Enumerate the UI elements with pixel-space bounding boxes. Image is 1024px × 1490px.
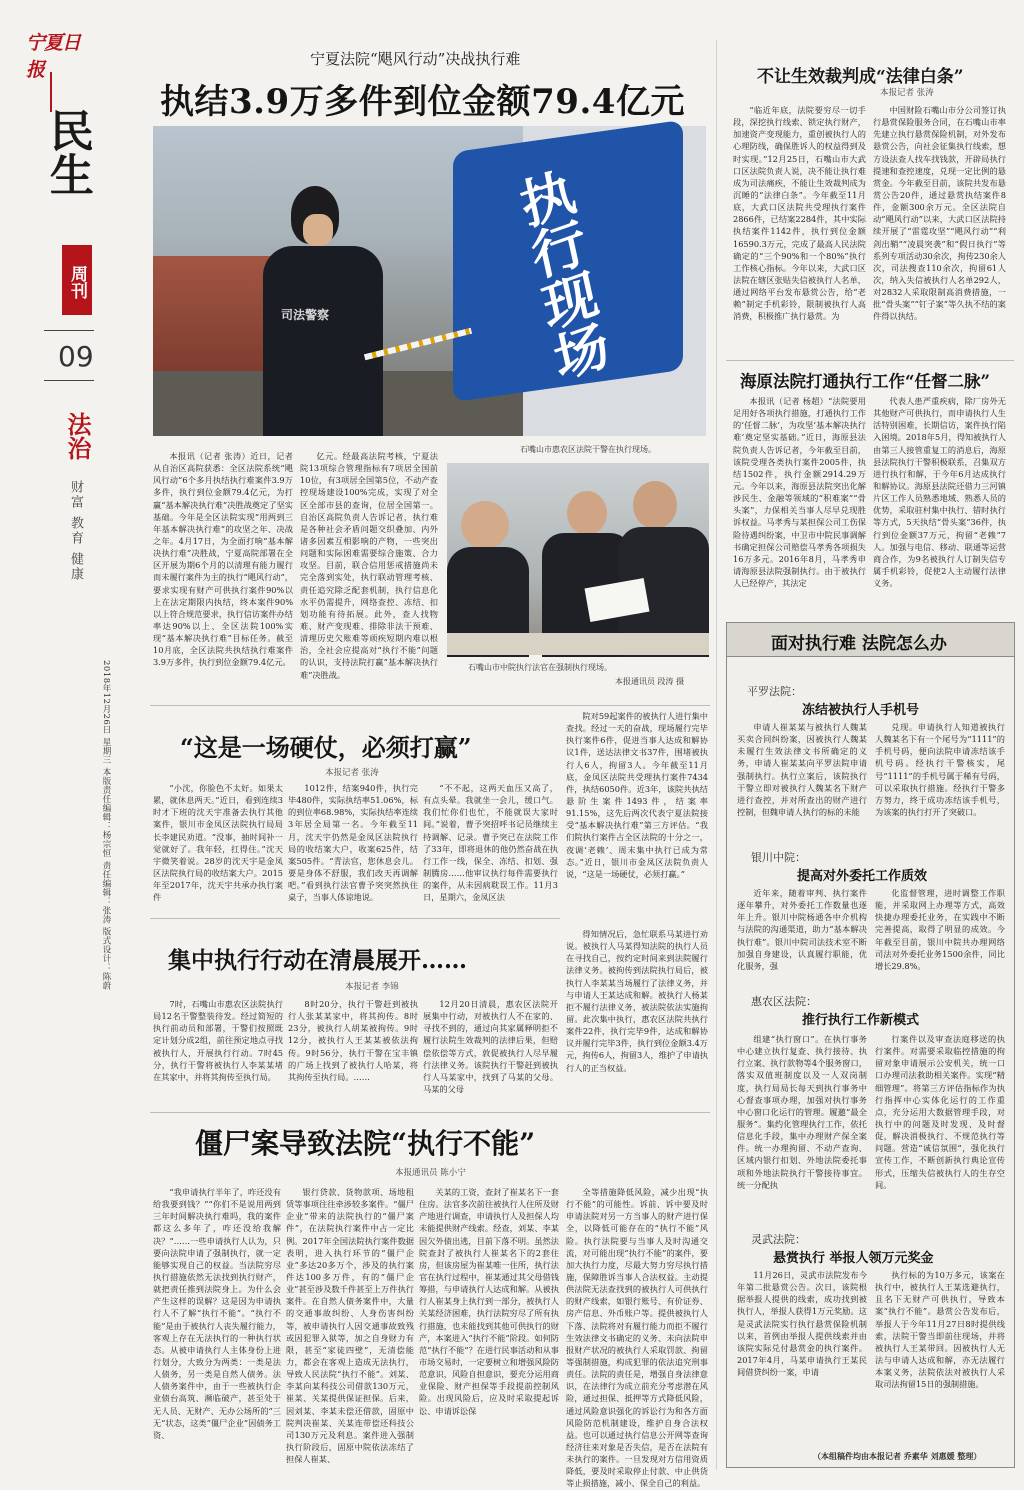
channel-subtitle: 财富 教育 健康 bbox=[68, 480, 83, 583]
sign-text: 执行现场 bbox=[507, 161, 615, 389]
lead-kicker: 宁夏法院“飓风行动”决战执行难 bbox=[310, 50, 521, 68]
photo-1-caption: 石嘴山市惠农区法院干警在执行现场。 bbox=[520, 445, 656, 454]
hard-col-2: 1012件，结案940件，执行完毕480件，实际执结率51.06%，标的到位率68.98%，实际执结率连续3年居全局第一名。今年截至11月，沈天宇仍然是金凤区法院执行局的收结案大户，收案625件，结案505件。“青法官，您休息会儿。要是身体不舒服，我们改天再调解吧。”看到执行法官曹予突突然执住桌子，当事人体谅地说。 bbox=[288, 783, 418, 903]
box-3-col-2: 行案件以及审查法庭移送的执行案件。对需要采取临控措施的拘留对象申请展示公安机关，统一口口办理司法救助相关案件。实现“精细管理”。将第三方评估指标作为执行指挥中心实体化运行的工作重点，充分运用大数据管理手段，对执行中的问题及时发现、及时督促，解决消极执行、不规范执行等问题。营造“诚信氛围”，强化执行宣传工作，不断创新执行典论宣传形式，压缩失信被执行人的生存空间。 bbox=[875, 1034, 1005, 1190]
photo-2-credit: 本报通讯员 段涛 摄 bbox=[615, 677, 685, 686]
page-meta: 2018年12月26日 星期三 本版责任编辑：杨宗恒 责任编辑：张涛 版式设计：陈蔚 bbox=[101, 660, 111, 991]
sign-board bbox=[453, 120, 683, 402]
box-sub-2: 提高对外委托工作质效 bbox=[797, 869, 928, 884]
section-rule-1 bbox=[150, 705, 710, 706]
r1-col-1: “临近年底，法院要穷尽一切手段，深挖执行线索、锁定执行财产，加速资产变现能力，重创被执行人的心理防线，确保胜诉人的权益得到及时实现。”12月25日，石嘴山市大武口区法院负责人说，决不能让执行难成为司法痛疾，不能让生效裁判成为沉睡的“法律白条”。今年截至11月底，大武口区法院共受理执行案件2866件，已结案2284件，其中实际执结案件1142件，执行到位金额16590.3万元，完成了最高人民法院确定的“三个90%和一个80%”执行工作核心指标。今年以来，大武口区法院在辖区张贴失信被执行人名单，通过网络平台发布悬赏公告，给“老赖”制定手机彩铃，限制被执行人高消费，积极推广执行悬赏。为 bbox=[733, 105, 866, 322]
zombie-col-3: 关某的工资，查封了崔某名下一套住房。法官多次前往被执行人住所及财产地进行调查，申请执行人及担保人均未能提供财产线索。经查，刘某、李某因欠外债出逃，目前下落不明。虽然法院查封了被执行人崔某名下的2套住房，但该房屋为崔某唯一住所，执行法官在执行过程中，崔某通过其父母借钱筹措，与申请执行人达成和解。从被执行人崔某身上执行到一部分，被执行人关某经济困难，执行法院穷尽了所有执行措施，也未能找到其他可供执行的财产，本案进入“执行不能”阶段。如何防范“执行不能”？在进行民事活动和从事市场交易时，一定要树立和增强风险防范意识，风险自担意识，要充分运用商业保险、财产担保等手段提前控制风险。出现风险后，应及时采取提起诉讼、申请诉讼保 bbox=[419, 1187, 559, 1416]
box-1-col-1: 申请人崔某某与被执行人魏某买卖合同纠纷案，因被执行人魏某未履行生效法律文书所确定的义务，申请人崔某某向平罗法院申请强制执行。执行立案后，该院执行干警立即对被执行人魏某名下财产进行查控，并对所查出的财产进行控制，但魏申请人执行的标的未能 bbox=[737, 722, 867, 817]
r1-byline: 本报记者 张涛 bbox=[880, 88, 934, 98]
lead-headline: 执结3.9万多件到位金额79.4亿元 bbox=[160, 82, 685, 122]
r2-headline: 海原法院打通执行工作“任督二脉” bbox=[740, 372, 990, 391]
box-sub-4: 悬赏执行 举报人领万元奖金 bbox=[773, 1251, 934, 1266]
zombie-headline: 僵尸案导致法院“执行不能” bbox=[195, 1127, 536, 1160]
box-court-3: 惠农区法院： bbox=[751, 995, 817, 1008]
box-title: 面对执行难 法院怎么办 bbox=[771, 634, 947, 654]
morning-byline: 本报记者 李锦 bbox=[345, 982, 399, 992]
box-court-1: 平罗法院： bbox=[747, 685, 802, 698]
police-officer-figure bbox=[263, 186, 383, 436]
court-measures-box bbox=[726, 622, 1015, 1468]
photo-2-caption: 石嘴山市中院执行法官在强制执行现场。 bbox=[468, 663, 612, 672]
box-sub-3: 推行执行工作新模式 bbox=[802, 1013, 920, 1028]
box-court-2: 银川中院： bbox=[751, 851, 806, 864]
vest-label: 司法警察 bbox=[281, 308, 330, 322]
zombie-col-1: “我申请执行半年了，咋还没有给我要到钱？”“你们不是说用两到三年时间解决执行难吗，我的案件都这么多年了，咋还没给我解决？”……一些申请执行人认为，只要向法院申请了强制执行，就一定能够实现自己的权益。当法院穷尽执行措施依然无法找到执行财产，就把责任推到法院身上。为什么会产生这样的误解？这是因为申请执行人不了解“执行不能”。“执行不能”是由于被执行人丧失履行能力，客观上存在无法执行的一种执行状态。从被申请执行人主体身份上进行划分，大致分为两类：一类是法人债务，另一类是自然人债务。法人债务案件中，由于一些被执行企业债台高筑、濒临破产，甚至处于无人员、无财产、无办公场所的“三无”状态，这类“僵尸企业”因债务工资、 bbox=[153, 1187, 281, 1440]
box-court-4: 灵武法院： bbox=[751, 1233, 806, 1246]
zombie-col-2: 银行贷款、货物款项、场地租赁等事项往往牵涉较多案件。“僵尸企业”带来的法院执行的“僵尸案件”，在法院执行案件中占一定比例。2017年全国法院执行案件数据表明，进入执行环节的“僵尸企业”多达20多万个，涉及的执行案件达100多万件，有的“僵尸企业”甚至涉及数千件甚至上万件执行案件。在自然人债务案件中，大量的交通事故纠纷、人身伤害纠纷等，被申请执行人因交通事故致残或因犯罪入狱等，加之自身财力有限，甚至“家徒四壁”，无清偿能力，都会在客观上造成无法执行，导致人民法院“执行不能”。刘某、李某向某科技公司借款130万元，崔某、关某提供保证担保。后来，因刘某、李某未偿还借款，固原中院判决崔某、关某连带偿还科技公司130万元及利息。案件进入强制执行阶段后，固原中院依法冻结了担保人崔某、 bbox=[286, 1187, 414, 1465]
hard-col-1: “小沈，你脸色不太好。如果太累，就休息两天。”近日，看到连续3时才下班的沈天宇准备去执行其他案件，银川市金凤区法院执行局局长李建民劝道。“没事，抽时间补一觉就好了。我年轻，扛得住。”沈天宇微笑着说。28岁的沈天宇是金凤区法院执行局的收结案大户。2015年至2017年，沈天宇共承办执行案件 bbox=[153, 783, 283, 903]
r1-headline: 不让生效裁判成“法律白条” bbox=[757, 67, 964, 87]
box-2-col-2: 化监督管理，进时调整工作职能，并采取网上办理等方式，高效快捷办理委托业务，在实践中不断完善提高，取得了明显的成效。今年截至目前，银川中院共办理网络司法对外委托业务1500余件，同比增长29.8%。 bbox=[875, 888, 1005, 971]
hard-col-3: “不不起，这两天血压又高了，有点头晕。我就坐一会儿，缓口气。我们忙你们也忙，不能就误大家时间。”说着，曹予突招呼书记员继续主持调解、记录。曹予突已在法院工作了33年，即将退休的他仍然奋战在执行工作一线，保全、冻结、扣划、强制腾房……他审议执行每件需要执行的案件，从未因病耽误工作。11月3日，星期六，金凤区法 bbox=[423, 783, 558, 903]
box-4-col-2: 执行标的为10万多元，该案在执行中，被执行人王某选避执行，且名下无财产可供执行，导致本案“执行不能”。悬赏公告发布后，举报人于今年11月27日8时提供线索，法院干警当即前往现场，并将被执行人王某带回。因被执行人无法与申请人达成和解，亦无法履行本案义务，法院依法对被执行人采取司法拘留15日的强制措施。 bbox=[875, 1270, 1005, 1390]
r2-col-2: 代表人患严重疾病，除厂房外无其他财产可供执行，而申请执行人生活特别困难，长期信访，案件执行陷入困境。2018年5月，得知被执行人由第三人接管重复工的消息后，海原县法院执行干警积极联系，召集双方进行执行和解，于今年6月达成执行和解协议。海原县法院还借力三河镇片区工作人员熟悉地域、熟悉人员的优势，采取驻村集中执行、错时执行等方式，5天执结“骨头案”36件，执行到位金额37万元，拘留“老赖”7人。加强与电信、移动、联通等运营商合作，为9名被执行人订制失信专属手机彩铃，促使2人主动履行法律义务。 bbox=[873, 396, 1006, 589]
hard-headline: “这是一场硬仗，必须打赢” bbox=[180, 733, 472, 762]
zombie-col-4: 全等措施降低风险，减少出现“执行不能”的可能性。诉前、诉中要及时申请法院对另一方当事人的财产进行保全，以降低可能存在的“执行不能”风险。执行法院要与当事人及时沟通交流，对可能出现“执行不能”的案件，要加大执行力度，尽最大努力穷尽执行措施，保障胜诉当事人合法权益。主动提供法院无法查找到的被执行人可供执行的财产线索，如银行账号、有价证券、房产信息、外币账户等。提供被执行人下落、法院将对有履行能力而拒不履行生效法律文书确定的义务、未向法院申报财产状况的被执行人采取罚款、拘留等强制措施，构成犯罪的依法追究刑事责任。法院的责任是，增强自身法律意识，在法律行为成立前充分考虑潜在风险，通过担保、抵押等方式降低风险，通过风险意识强化的诉讼行为和各方面风险防范机制建设，维护自身合法权益。也可以通过执行信息公开网等查询经济往来对象是否失信，是否在法院有未执行的案件。一旦发现对方信用资质降低，要及时采取停止付款、中止供货等止损措施，减小、保全自己的利益。 bbox=[566, 1187, 708, 1489]
box-sub-1: 冻结被执行人手机号 bbox=[802, 703, 920, 718]
hard-byline: 本报记者 张涛 bbox=[325, 768, 379, 778]
morning-col-2: 8时20分，执行干警赶到被执行人张某某家中，将其拘传。8时23分，被执行人胡某被拘传。9时12分，被执行人王某某被依法拘传。9时56分，执行干警在宝丰镇的广场上找到了被执行人哈某，将其拘传至执行局。…… bbox=[288, 999, 418, 1082]
column-divider bbox=[716, 40, 717, 1470]
page-number: 09 bbox=[58, 340, 94, 373]
lead-photo-2 bbox=[447, 463, 709, 655]
box-4-col-1: 11月26日，灵武市法院发布今年第二批悬赏公告。次日，该院根据举报人提供的线索，成功找到被执行人，举报人获得1万元奖励。这是灵武法院实行执行悬赏保险机制以来，首例由举报人提供线索并由该院实际兑付悬赏金的执行案件。2017年4月，马某申请执行王某民间借贷纠纷一案，申请 bbox=[737, 1270, 867, 1378]
r2-col-1: 本报讯（记者 杨超）“法院要用足用好各项执行措施，打通执行工作的‘任督二脉’，为攻坚‘基本解决执行难’奠定坚实基础。”近日，海原县法院负责人告诉记者，今年截至目前，该院受理各类执行案件2005件，执结1502件，执行金额2914.29万元。今年以来，海原县法院突出化解涉民生、金融等领域的“积难案”“骨头案”，力保相关当事人尽早兑现胜诉权益。马孝秀与某担保公司工伤保险待遇纠纷案，中卫市中院民事调解书确定担保公司赔偿马孝秀各项损失16万多元。2016年8月，马孝秀申请海原县法院强制执行。由于被执行人已经停产，其法定 bbox=[733, 396, 866, 589]
box-1-col-2: 兑现。申请执行人知道被执行人魏某名下有一个尾号为“1111”的手机号码，便向法院申请冻结该手机号码。经执行干警核实，尾号“1111”的手机号属于稀有号码，可以采取执行措施。经执行干警多方努力，终于成功冻结该手机号，为该案的执行打开了突破口。 bbox=[875, 722, 1005, 817]
box-2-col-1: 近年来，随着审判、执行案件逐年攀升，对外委托工作数量也逐年上升。银川中院杨通各中介机构与法院的沟通渠道，助力“基本解决执行难”。银川中院司法技术室不断加强自身建设，认真履行职能，优化服务，强 bbox=[737, 888, 867, 971]
lead-col-2: 亿元。经最高法院考核，宁夏法院13项综合管理指标有7项居全国前10位，有3项居全国第5位，不动产查控现场建设100%完成，实现了对全区全部市县的查询，位居全国第一。自治区高院负责人告诉记者，执行难是各种社会矛盾问题交织叠加、内外诸多因素互相影响的产物，一些突出问题和实际困难需要综合施策、合力攻坚。目前，联合信用惩戒措施尚未完全落到实处，执行联动管理考核、责任追究除乏配套机制，执行信息化水平仍需提升，网络查控、冻结、扣划功能有待拓展。此外，查人找物难、财产变现难、排除非法干预难、清理历史欠账难等顽疾短期内难以根治，全社会应提高对“执行不能”问题的认识，支持法院打赢“基本解决执行难”决胜战。 bbox=[300, 451, 438, 680]
channel-title: 法治 bbox=[63, 412, 92, 460]
morning-col-4: 得知情况后，急忙联系马某进行劝说。被执行人马某得知法院的执行人员在寻找自己，按约定时间来到法院履行法律义务。被拘传到法院执行局后，被执行人李某某当场履行了法律义务，并与申请人王某达成和解。被执行人杨某拒不履行法律义务，被法院依法实施拘留。此次集中执行，惠农区法院共执行案件22件，执行完毕9件，达成和解协议并履行完毕3件，执行到位金额3.4万元，拘传6人，拘留3人，维护了申请执行人的正当权益。 bbox=[566, 929, 708, 1073]
weekly-badge: 周刊 bbox=[62, 245, 92, 315]
sidebar-rule bbox=[44, 330, 94, 331]
box-note: （本组稿件均由本报记者 乔素华 刘惠媛 整理） bbox=[813, 1451, 982, 1461]
zombie-byline: 本报通讯员 陈小宁 bbox=[395, 1168, 466, 1178]
section-rule-4 bbox=[726, 360, 1014, 361]
sidebar-rule-2 bbox=[44, 380, 94, 381]
morning-col-3: 12月20日清晨，惠农区法院开展集中行动，对被执行人不在家的、寻找不到的，通过向其家属释明拒不履行法院生效裁判的法律后果，但赔偿依偿等方式，敦促被执行人尽早履行法律义务。该院执行干警赶到被执行人马某家中，找到了马某的父母。马某的父母 bbox=[423, 999, 558, 1094]
morning-col-1: 7时，石嘴山市惠农区法院执行局12名干警整装待发。经过简短的执行前动员和部署，干警们按照既定计划分成2组，前往预定地点寻找被执行人，开展执行行动。7时45分，执行干警将被执行人李某某堵在其家中，并将其拘传至执行局。 bbox=[153, 999, 283, 1082]
lead-col-1: 本报讯（记者 张涛）近日，记者从自治区高院获悉：全区法院系统“飓风行动”6个多月执结执行难案件3.9万多件，执行到位金额79.4亿元，为打赢“基本解决执行难”决胜战奠定了坚实基础。今年是全区法院实现“用两到三年基本解决执行难”的攻坚之年、决战之年。4月17日，为全面打响“基本解决执行难”决胜战，宁夏高院部署在全区开展为期6个月的以清理有能力履行而未履行案件为主的执行“飓风行动”，要求实现有财产可供执行案件90%以上在法定期限内执结，终本案件90%以上符合规范要求，执行信访案件办结率达90%以上、全区法院100%实现“基本解决执行难”目标任务。截至10月底，全区法院共执结执行难案件3.9万多件，执行到位金额79.4亿元。 bbox=[153, 451, 293, 668]
logo-divider bbox=[50, 72, 52, 112]
section-rule-3 bbox=[150, 1112, 710, 1113]
section-title: 民生 bbox=[41, 108, 93, 196]
morning-headline: 集中执行行动在清晨展开…… bbox=[168, 947, 467, 974]
newspaper-logo: 宁夏日报 bbox=[26, 32, 81, 81]
r1-col-2: 中国财险石嘴山市分公司签订执行悬赏保险服务合同，在石嘴山市率先建立执行悬赏保险机制，对外发布悬赏公告，向社会征集执行线索，想方设法查人找车找钱款，开辟局执行提速和查控速度，兑现一定比例的悬赏金。今年截至目前，该院共发布悬赏公告20件，通过悬赏执结案件8件，金额300余万元。全区法院自动“飓风行动”以来，大武口区法院持续开展了“雷霆攻坚”“飓风行动”“利剑出鞘”“凌晨突袭”和“假日执行”等系列专项活动30余次，拘传230余人次，司法搜查110余次，拘留61人次，纳入失信被执行人名单292人，对2832人采取限制高消费措施，一批“骨头案”“钉子案”等久执不结的案件得以执结。 bbox=[873, 105, 1006, 322]
hard-col-4: 院对59起案件的被执行人进行集中查找。经过一天的奋战，现场履行完毕执行案件6件，促进当事人达成和解协议1件，送达法律文书37件，围堵被执行人6人，拘留3人。今年截至11月底，金凤区法院共受理执行案件7434件，执结6050件。近3年，该院共执结悬阶生案件1493件，结案率91.15%，这先后两次代表宁夏法院接受“基本解决执行难”第三方评估。“我们院执行案件占全区法院的十分之一，夜调‘老赖’、周末集中执行已成为常态。”近日，银川市金凤区法院负责人说，“这是一场硬仗，必须打赢。” bbox=[566, 711, 708, 879]
section-rule-2 bbox=[150, 918, 560, 919]
box-3-col-1: 组建“执行窗口”。在执行事务中心建立执行复查、执行接待、执行立案、执行款物等4个服务窗口，落实双值班制度以及一人双岗制度，执行局局长每天到执行事务中心督查事项办理，加强对执行事务中心窗口化运行的管理。履邀“最全服务”。集约化管理执行工作，依托信息化手段，集中办理财产保全案件。统一办理拘留、不动产查询、区域内银行扣划、外地法院委托事项和外地法院执行干警接待事宜。统一分配执 bbox=[737, 1034, 867, 1190]
lead-photo-1 bbox=[153, 126, 706, 436]
